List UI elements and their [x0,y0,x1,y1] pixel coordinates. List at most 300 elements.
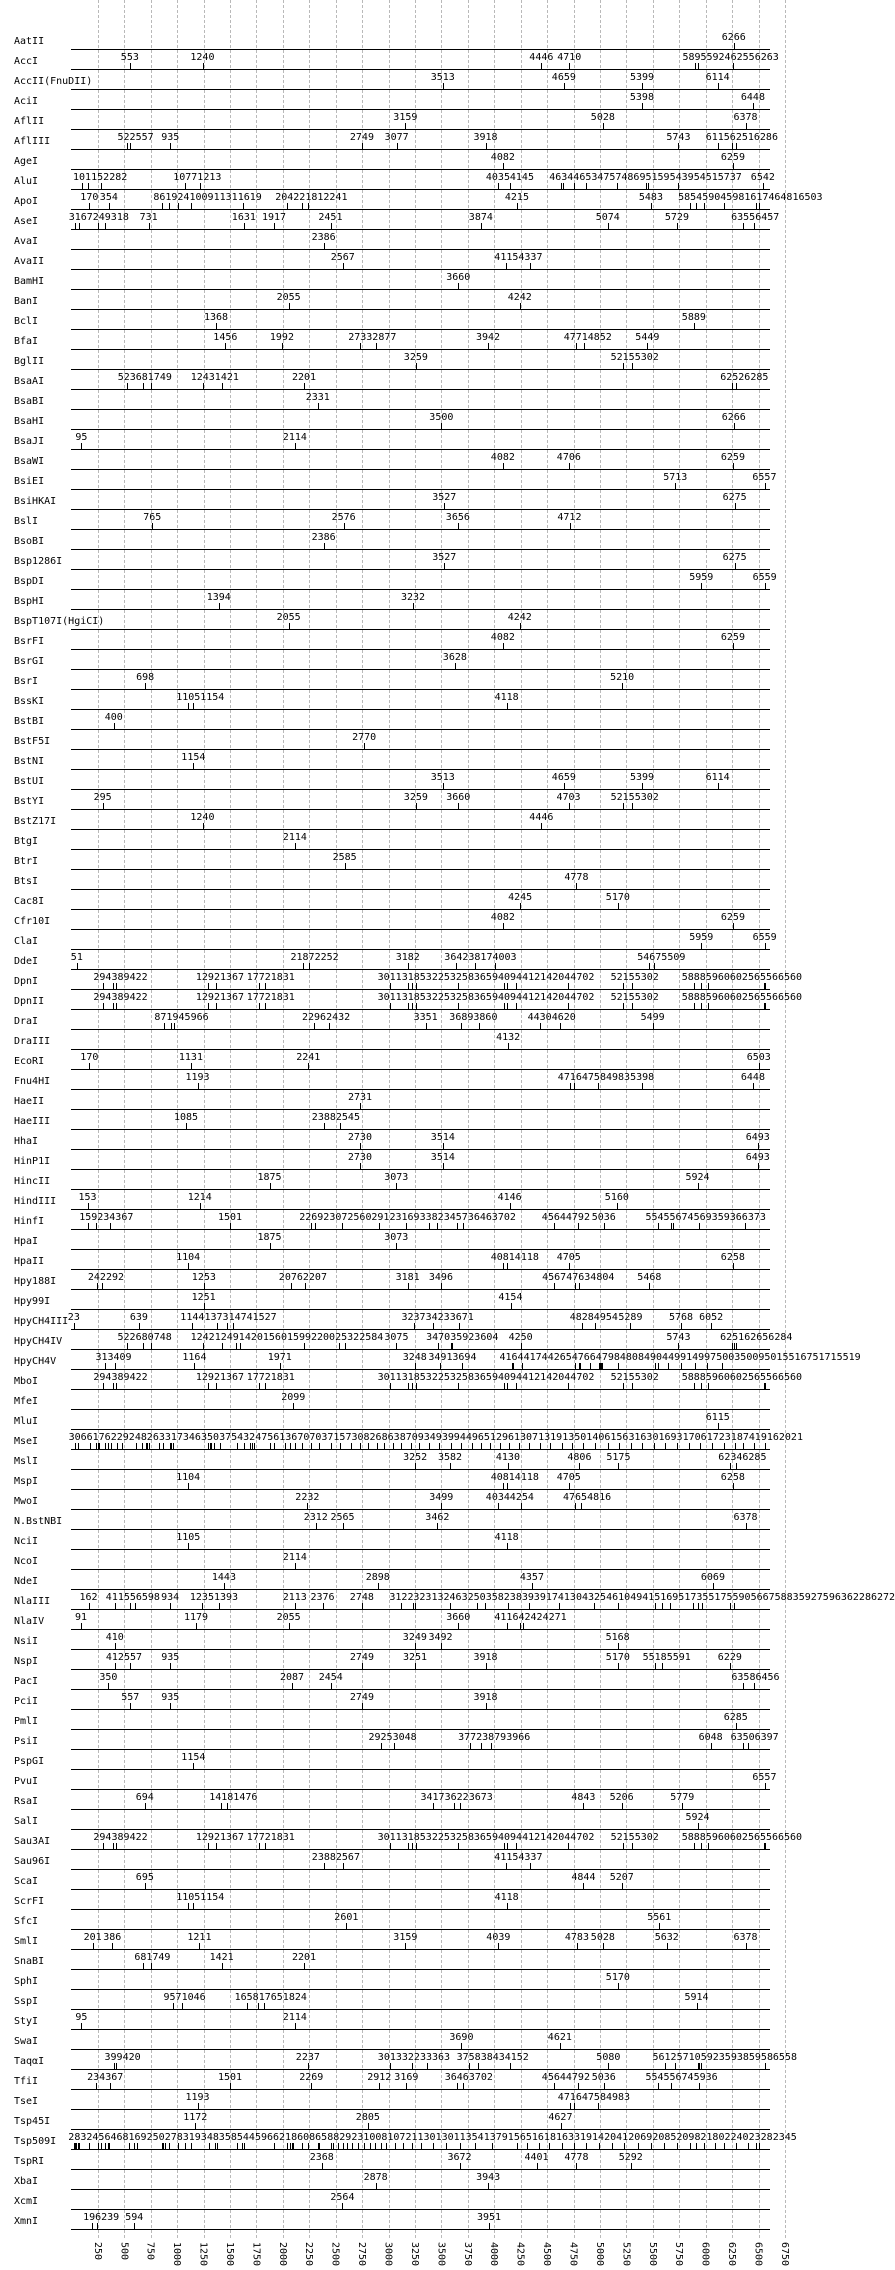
cut-site-tick [419,1443,420,1449]
cut-site-tick [529,1603,530,1609]
cut-site-tick [507,1903,508,1909]
cut-site-tick [243,203,244,209]
sequence-baseline [71,749,770,750]
cut-site-label: 5779 [670,1792,695,1803]
cut-site-label: 882 [327,2132,346,2143]
cut-site-tick [498,1503,499,1509]
cut-site-tick [549,2143,550,2149]
cut-site-tick [623,803,624,809]
enzyme-name: AflII [14,116,45,127]
cut-site-label: 1367 [220,1832,245,1843]
cut-site-tick [608,223,609,229]
enzyme-row [0,1333,820,1353]
cut-site-label: 2749 [349,1652,374,1663]
cut-site-tick [390,1843,391,1849]
cut-site-tick [307,1503,308,1509]
cut-site-tick [115,1663,116,1669]
enzyme-name: BstF5I [14,736,51,747]
enzyme-name: XbaI [14,2176,39,2187]
cut-site-label: 2099 [281,1392,306,1403]
enzyme-name: BtgI [14,836,39,847]
enzyme-row [0,853,820,873]
cut-site-label: 1179 [184,1612,209,1623]
cut-site-tick [578,2083,579,2089]
cut-site-tick [414,1323,415,1329]
cut-site-tick [416,983,417,989]
enzyme-name: Hpy188I [14,1276,57,1287]
cut-site-tick [208,1383,209,1389]
axis-tick-label: 6750 [778,2242,790,2267]
cut-site-label: 4121 [522,972,547,983]
cut-site-tick [415,1643,416,1649]
enzyme-name: NciI [14,1536,39,1547]
cut-site-label: 1599 [287,1332,312,1343]
cut-site-tick [79,223,80,229]
cut-site-tick [602,1363,603,1369]
cut-site-label: 3225 [425,992,450,1003]
cut-site-tick [576,343,577,349]
cut-site-tick [311,1443,312,1449]
cut-site-tick [412,1003,413,1009]
sequence-baseline [71,869,770,870]
enzyme-name: HpyCH4III [14,1316,69,1327]
cut-site-tick [765,1843,766,1849]
cut-site-tick [191,203,192,209]
cut-site-label: 1307 [514,1432,539,1443]
sequence-baseline [71,1229,770,1230]
cut-site-tick [151,1343,152,1349]
sequence-baseline [71,1789,770,1790]
cut-site-label: 4703 [556,792,581,803]
enzyme-name: MwoI [14,1496,39,1507]
cut-site-label: 234 [97,1212,116,1223]
cut-site-label: 1008 [363,2132,388,2143]
cut-site-label: 6259 [720,452,745,463]
cut-site-tick [331,1683,332,1689]
cut-site-tick [295,443,296,449]
cut-site-label: 2451 [318,212,343,223]
cut-site-tick [244,2143,245,2149]
cut-site-label: 860 [291,2132,310,2143]
cut-site-tick [408,963,409,969]
cut-site-tick [735,1443,736,1449]
cut-site-tick [89,203,90,209]
enzyme-row [0,1173,820,1193]
enzyme-row [0,1233,820,1253]
cut-site-tick [295,843,296,849]
cut-site-tick [763,183,764,189]
cut-site-tick [632,363,633,369]
cut-site-label: 5080 [596,2052,621,2063]
cut-site-tick [701,1843,702,1849]
cut-site-label: 1831 [270,972,295,983]
cut-site-tick [412,1843,413,1849]
enzyme-row [0,673,820,693]
cut-site-label: 3492 [428,1632,453,1643]
cut-site-tick [408,1383,409,1389]
cut-site-tick [694,1383,695,1389]
cut-site-label: 3879 [482,1732,507,1743]
cut-site-label: 4152 [504,2052,529,2063]
cut-site-label: 924 [171,192,190,203]
cut-site-label: 681 [134,1952,153,1963]
cut-site-tick [477,1603,478,1609]
cut-site-label: 389 [111,972,130,983]
cut-site-label: 249 [92,212,111,223]
cut-site-tick [129,2143,130,2149]
cut-site-label: 5439 [669,172,694,183]
cut-site-tick [368,1443,369,1449]
cut-site-tick [622,1803,623,1809]
cut-site-tick [655,1363,656,1369]
cut-site-tick [171,1443,172,1449]
cut-site-tick [408,1003,409,1009]
sequence-baseline [71,1489,770,1490]
cut-site-tick [670,1603,671,1609]
cut-site-tick [580,1363,581,1369]
cut-site-label: 3500 [429,412,454,423]
enzyme-name: HaeIII [14,1116,51,1127]
cut-site-tick [754,1683,755,1689]
cut-site-tick [331,2143,332,2149]
cut-site-tick [103,1843,104,1849]
cut-site-label: 2925 [368,1732,393,1743]
cut-site-label: 153 [78,1192,97,1203]
axis-tick-label: 6000 [699,2242,711,2267]
cut-site-tick [438,1343,439,1349]
cut-site-tick [90,1443,91,1449]
sequence-baseline [71,1749,770,1750]
cut-site-tick [568,983,569,989]
sequence-baseline [71,649,770,650]
cut-site-label: 5743 [666,1332,691,1343]
cut-site-tick [324,1863,325,1869]
cut-site-label: 1072 [387,2132,412,2143]
cut-site-tick [99,1443,100,1449]
cut-site-label: 3660 [446,792,471,803]
cut-site-label: 1243 [190,372,215,383]
axis-tick-label: 5250 [620,2242,632,2267]
cut-site-label: 68 [116,2132,129,2143]
sequence-baseline [71,1889,770,1890]
sequence-baseline [71,189,770,190]
enzyme-row [0,1273,820,1293]
cut-site-tick [390,983,391,989]
cut-site-tick [444,503,445,509]
cut-site-tick [192,1323,193,1329]
cut-site-label: 23 [67,1312,80,1323]
enzyme-row [0,353,820,373]
cut-site-label: 1373 [204,1312,229,1323]
cut-site-label: 2585 [332,852,357,863]
cut-site-label: 5028 [590,112,615,123]
sequence-baseline [71,1609,770,1610]
cut-site-tick [623,1003,624,1009]
cut-site-label: 5399 [630,772,655,783]
cut-site-label: 6258 [720,1252,745,1263]
sequence-baseline [71,1069,770,1070]
cut-site-tick [193,1903,194,1909]
cut-site-tick [559,1603,560,1609]
enzyme-name: MboI [14,1376,39,1387]
cut-site-tick [748,2143,749,2149]
enzyme-row [0,213,820,233]
cut-site-label: 5215 [610,992,635,1003]
cut-site-label: 3527 [432,552,457,563]
enzyme-name: BspT107I(HgiCI) [14,616,105,627]
cut-site-label: 4798 [595,1352,620,1363]
enzyme-name: BstUI [14,776,45,787]
cut-site-tick [220,1443,221,1449]
cut-site-label: 2114 [282,832,307,843]
axis-tick-label: 2000 [276,2242,288,2267]
cut-site-label: 5028 [590,1932,615,1943]
cut-site-tick [491,1743,492,1749]
cut-site-label: 5009 [740,1352,765,1363]
enzyme-row [0,1993,820,2013]
cut-site-tick [244,1443,245,1449]
cut-site-tick [560,1023,561,1029]
cut-site-tick [151,1963,152,1969]
cut-site-tick [351,1443,352,1449]
sequence-baseline [71,1369,770,1370]
cut-site-label: 6069 [700,1572,725,1583]
cut-site-tick [178,2143,179,2149]
cut-site-label: 6259 [720,152,745,163]
cut-site-label: 4844 [571,1872,596,1883]
enzyme-row [0,1033,820,1053]
cut-site-label: 3672 [447,2152,472,2163]
cut-site-tick [333,2143,334,2149]
cut-site-tick [137,2143,138,2149]
cut-site-tick [495,963,496,969]
cut-site-tick [579,1463,580,1469]
cut-site-tick [149,223,150,229]
cut-site-label: 1765 [258,1992,283,2003]
enzyme-name: BstNI [14,756,45,767]
cut-site-label: 621 [273,2132,292,2143]
enzyme-row [0,693,820,713]
enzyme-row [0,773,820,793]
cut-site-tick [649,1283,650,1289]
cut-site-tick [594,1603,595,1609]
cut-site-tick [82,183,83,189]
cut-site-tick [734,43,735,49]
cut-site-tick [97,2223,98,2229]
cut-site-tick [730,1603,731,1609]
cut-site-tick [338,2143,339,2149]
cut-site-tick [193,703,194,709]
cut-site-label: 3185 [401,1372,426,1383]
cut-site-label: 5499 [640,1012,665,1023]
cut-site-label: 2087 [280,1672,305,1683]
cut-site-tick [699,1223,700,1229]
cut-site-label: 1104 [176,1252,201,1263]
cut-site-tick [308,203,309,209]
enzyme-name: TfiI [14,2076,39,2087]
cut-site-tick [270,1183,271,1189]
cut-site-label: 169 [128,2132,147,2143]
cut-site-label: 2898 [365,1572,390,1583]
cut-site-tick [736,143,737,149]
cut-site-label: 6265 [744,1332,769,1343]
cut-site-label: 6373 [741,1212,766,1223]
cut-site-tick [690,2143,691,2149]
cut-site-label: 522 [117,1332,136,1343]
cut-site-tick [433,1323,434,1329]
axis-tick-label: 5750 [673,2242,685,2267]
cut-site-label: 4081 [490,1252,515,1263]
cut-site-tick [457,1223,458,1229]
cut-site-tick [708,1843,709,1849]
cut-site-tick [289,303,290,309]
cut-site-label: 935 [161,1652,180,1663]
cut-site-tick [412,2143,413,2149]
cut-site-tick [215,2143,216,2149]
enzyme-row [0,373,820,393]
cut-site-tick [92,2223,93,2229]
cut-site-label: 399 [104,2052,123,2063]
cut-site-tick [173,2003,174,2009]
cut-site-label: 1367 [220,992,245,1003]
cut-site-label: 1971 [267,1352,292,1363]
cut-site-tick [401,1443,402,1449]
cut-site-label: 5895 [682,52,707,63]
cut-site-tick [97,1283,98,1289]
cut-site-label: 2731 [348,1092,373,1103]
cut-site-tick [599,2143,600,2149]
cut-site-tick [98,223,99,229]
cut-site-label: 4941 [630,1592,655,1603]
cut-site-tick [265,1003,266,1009]
cut-site-label: 1917 [262,212,287,223]
cut-site-label: 1418 [209,1792,234,1803]
cut-site-tick [408,1283,409,1289]
cut-site-tick [105,223,106,229]
cut-site-label: 6025 [729,1832,754,1843]
cut-site-tick [105,1363,106,1369]
cut-site-label: 4118 [514,1252,539,1263]
cut-site-label: 4116 [494,1612,519,1623]
enzyme-name: PciI [14,1696,39,1707]
sequence-baseline [71,1469,770,1470]
cut-site-label: 5960 [705,1832,730,1843]
cut-site-tick [441,1643,442,1649]
cut-site-tick [198,1083,199,1089]
cut-site-label: 2386 [311,532,336,543]
sequence-baseline [71,2149,770,2150]
cut-site-tick [654,963,655,969]
cut-site-label: 6448 [740,1072,765,1083]
cut-site-tick [339,1343,340,1349]
cut-site-label: 6266 [721,32,746,43]
sequence-baseline [71,469,770,470]
cut-site-tick [632,803,633,809]
cut-site-tick [331,1443,332,1449]
cut-site-tick [360,1143,361,1149]
cut-site-tick [520,1623,521,1629]
sequence-baseline [71,1329,770,1330]
enzyme-name: BsaJI [14,436,45,447]
sequence-baseline [71,1189,770,1190]
cut-site-tick [450,1603,451,1609]
cut-site-label: 1130 [411,2132,436,2143]
cut-site-tick [108,1683,109,1689]
cut-site-tick [733,163,734,169]
enzyme-name: BsaWI [14,456,45,467]
cut-site-tick [208,1003,209,1009]
cut-site-tick [517,203,518,209]
cut-site-tick [586,183,587,189]
cut-site-tick [88,1203,89,1209]
enzyme-name: ScrFI [14,1896,45,1907]
cut-site-tick [443,783,444,789]
cut-site-label: 6284 [768,1332,793,1343]
cut-site-label: 3223 [401,2052,426,2063]
cut-site-tick [216,323,217,329]
sequence-baseline [71,1409,770,1410]
cut-site-label: 389 [111,1372,130,1383]
cut-site-tick [618,903,619,909]
cut-site-label: 350 [201,1432,220,1443]
enzyme-name: ApoI [14,196,39,207]
cut-site-tick [675,2063,676,2069]
cut-site-tick [381,2143,382,2149]
cut-site-tick [765,2063,766,2069]
cut-site-label: 1420 [238,1332,263,1343]
cut-site-label: 3646 [444,2072,469,2083]
enzyme-name: PacI [14,1676,39,1687]
sequence-baseline [71,609,770,610]
cut-site-label: 5210 [610,672,635,683]
cut-site-label: 5398 [630,1072,655,1083]
cut-site-label: 4242 [518,1612,543,1623]
cut-site-tick [475,963,476,969]
cut-site-label: 557 [135,132,154,143]
cut-site-label: 412 [105,1652,124,1663]
sequence-baseline [71,1029,770,1030]
cut-site-tick [139,1323,140,1329]
sequence-baseline [71,1529,770,1530]
cut-site-tick [173,1443,174,1449]
cut-site-tick [682,1803,683,1809]
cut-site-tick [437,1223,438,1229]
cut-site-label: 5888 [681,972,706,983]
enzyme-row [0,2133,820,2153]
cut-site-label: 1631 [231,212,256,223]
cut-site-tick [191,1063,192,1069]
enzyme-name: BtsI [14,876,39,887]
cut-site-tick [439,1443,440,1449]
enzyme-row [0,1433,820,1453]
cut-site-tick [443,1143,444,1149]
cut-site-label: 3499 [429,1492,454,1503]
cut-site-tick [590,1363,591,1369]
enzyme-name: BsiEI [14,476,45,487]
cut-site-tick [130,143,131,149]
cut-site-tick [631,1443,632,1449]
cut-site-tick [342,2203,343,2209]
cut-site-tick [203,1343,204,1349]
enzyme-row [0,1293,820,1313]
cut-site-tick [115,1363,116,1369]
cut-site-label: 239 [101,2212,120,2223]
cut-site-tick [222,383,223,389]
enzyme-name: AseI [14,216,39,227]
cut-site-tick [513,1363,514,1369]
cut-site-tick [658,1223,659,1229]
cut-site-label: 2432 [326,1012,351,1023]
